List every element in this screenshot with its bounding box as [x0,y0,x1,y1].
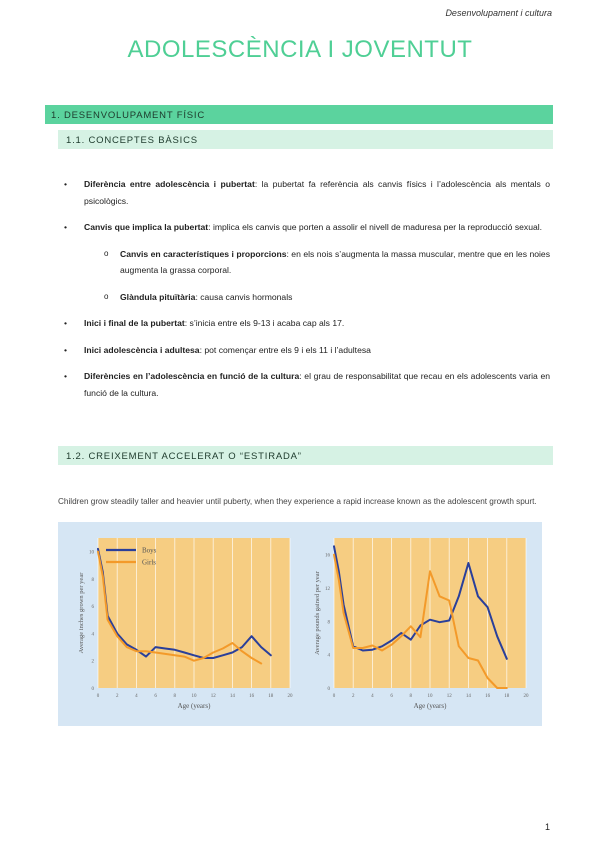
subsection-heading-basic-concepts [58,130,553,149]
circle-bullet-icon: o [104,291,109,301]
x-tick-label: 16 [485,694,491,699]
legend-label-boys: Boys [142,546,157,555]
list-item [62,219,550,236]
y-tick-label: 0 [327,687,330,692]
y-tick-label: 6 [91,605,94,611]
x-tick-label: 6 [154,694,157,699]
x-tick-label: 14 [465,694,471,699]
section-heading-label: 1. DESENVOLUPAMENT FÍSIC [51,110,205,121]
x-tick-label: 12 [210,694,216,699]
legend-label-girls: Girls [142,558,156,567]
list-item-text: : s’inicia entre els 9-13 i acaba cap als 17. [184,318,345,328]
list-item-text: : causa canvis hormonals [195,291,293,302]
x-tick-label: 8 [173,694,177,699]
y-tick-label: 12 [325,587,330,592]
sub-list-item [62,289,550,306]
x-tick-label: 2 [351,694,355,699]
bullet-icon: • [64,222,68,232]
list-item [62,315,550,332]
bullet-icon: • [64,318,68,328]
x-tick-label: 4 [135,694,138,699]
x-tick-label: 4 [371,694,374,699]
list-item-term: Inici adolescència i adultesa [84,344,200,355]
list-item-term: Glàndula pituïtària [120,291,196,302]
subsection-heading-label: 1.2. CREIXEMENT ACCELERAT O “ESTIRADA” [66,451,302,462]
y-tick-label: 16 [325,553,330,559]
x-tick-label: 10 [191,694,197,699]
x-tick-label: 20 [523,694,529,699]
y-tick-label: 4 [327,653,330,659]
list-item-text: : implica els canvis que porten a assolir el nivell de maduresa per la reproducció sexual. [208,222,543,232]
list-item-text: : la pubertat fa referència als canvis físics i l’adolescència als mentals o psicològics. [84,179,550,206]
x-tick-label: 0 [96,694,100,699]
list-item [62,342,550,359]
list-item-term: Canvis en característiques i proporcions [120,248,287,259]
list-item [62,176,550,209]
y-tick-label: 8 [327,620,330,626]
x-tick-label: 20 [287,694,293,699]
section-heading-physical-development [45,105,553,124]
y-tick-label: 10 [89,550,94,556]
weight-gain-chart [306,530,538,720]
running-header: Desenvolupament i cultura [445,8,552,18]
y-tick-label: 2 [91,659,94,665]
page-number: 1 [544,822,550,832]
list-item [62,368,550,401]
x-axis-label: Age (years) [413,702,447,710]
y-axis-label: Average pounds gained per year [314,571,321,655]
x-axis-label: Age (years) [177,702,211,710]
x-tick-label: 18 [268,694,274,699]
subsection-heading-growth-spurt [58,446,553,465]
list-item-term: Diferència entre adolescència i pubertat [84,179,255,189]
y-axis-label: Average inches grown per year [78,572,85,654]
y-tick-label: 8 [91,577,94,583]
x-tick-label: 12 [446,694,452,699]
figure-caption: Children grow steadily taller and heavier until puberty, when they experience a rapid increase known as the adolescent growth spurt. [58,497,537,506]
bullet-icon: • [64,344,68,355]
circle-bullet-icon: o [104,248,109,258]
x-tick-label: 10 [427,694,433,699]
subsection-heading-label: 1.1. CONCEPTES BÀSICS [66,135,198,146]
list-item-text: : pot començar entre els 9 i els 11 i l’adultesa [199,344,371,355]
x-tick-label: 8 [409,694,413,699]
height-growth-chart [66,530,298,720]
list-item-text: : el grau de responsabilitat que recau en els adolescents varia en funció de la cultura. [84,371,550,398]
bullet-icon: • [64,371,68,381]
x-tick-label: 18 [504,694,510,699]
x-tick-label: 16 [249,694,255,699]
y-tick-label: 4 [91,632,94,638]
x-tick-label: 14 [229,694,235,699]
list-item-term: Diferències en l’adolescència en funció de la cultura [84,371,300,381]
page-title: ADOLESCÈNCIA I JOVENTUT [127,36,473,63]
x-tick-label: 2 [115,694,119,699]
x-tick-label: 0 [332,694,336,699]
list-item-term: Inici i final de la pubertat [84,318,185,328]
concepts-list [62,176,550,411]
sub-list-item [62,246,550,279]
bullet-icon: • [64,179,68,189]
list-item-text: : en els nois s’augmenta la massa muscular, mentre que en les noies augmenta la grassa corporal. [120,248,550,275]
list-item-term: Canvis que implica la pubertat [84,222,209,232]
y-tick-label: 0 [91,687,94,692]
x-tick-label: 6 [390,694,393,699]
